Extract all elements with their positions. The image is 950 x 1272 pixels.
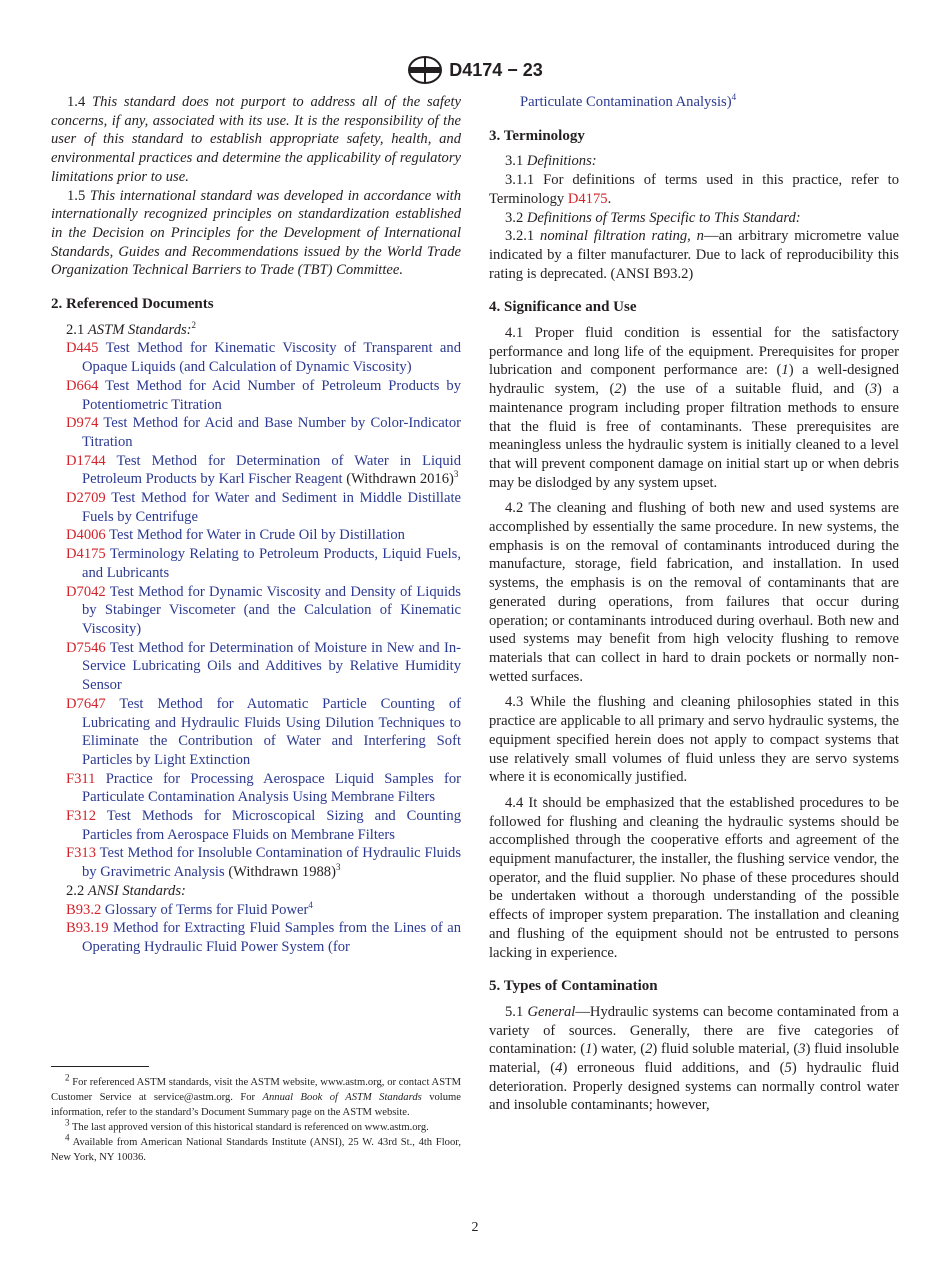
reference-title-link[interactable]: Method for Extracting Fluid Samples from the Lines of an Operating Hydraulic Fluid Power System (for bbox=[82, 920, 461, 955]
reference-code-link[interactable]: D4175 bbox=[66, 546, 106, 563]
reference-item bbox=[51, 639, 461, 695]
footnotes bbox=[51, 1072, 461, 1165]
footnote-mark: 4 bbox=[308, 899, 313, 910]
section-2-heading: 2. Referenced Documents bbox=[51, 296, 214, 313]
reference-item bbox=[51, 414, 461, 451]
astm-reference-list bbox=[51, 339, 461, 881]
section-5-heading: 5. Types of Contamination bbox=[489, 978, 658, 995]
reference-item bbox=[51, 526, 461, 545]
footnote-number: 4 bbox=[65, 1132, 70, 1143]
paragraph-3-2-1: 3.2.1 nominal filtration rating, n—an arbitrary micrometre value indicated by a filter manufacturer. Due to lack of reproducibility this rating is deprecated. (ANSI B93.2) bbox=[489, 228, 899, 282]
reference-title-link[interactable]: Test Method for Kinematic Viscosity of Transparent and Opaque Liquids (and Calculation of Dynamic Viscosity) bbox=[82, 340, 461, 376]
reference-code-link[interactable]: D445 bbox=[66, 340, 99, 357]
astm-logo-icon bbox=[407, 55, 443, 85]
left-column bbox=[51, 93, 461, 957]
reference-item bbox=[51, 583, 461, 639]
reference-item bbox=[51, 807, 461, 844]
reference-title-link[interactable]: Test Method for Automatic Particle Counting of Lubricating and Hydraulic Fluids Using Dilution Techniques to Eliminate the Contribution of Water and Interfering Soft Particles by Light Extinction bbox=[82, 695, 461, 768]
ansi-standards-label: 2.2 ANSI Standards: bbox=[66, 882, 186, 899]
reference-code-link[interactable]: D7647 bbox=[66, 695, 106, 712]
right-column bbox=[489, 93, 899, 1115]
footnote bbox=[51, 1117, 461, 1135]
reference-title-link[interactable]: Test Method for Water in Crude Oil by Distillation bbox=[105, 527, 405, 544]
reference-item bbox=[51, 919, 461, 956]
reference-item bbox=[51, 901, 461, 920]
paragraph-4-1: 4.1 Proper fluid condition is essential for the satisfactory performance and long life of the equipment. Prerequisites for proper lubrication and component performance are: (1) a well-designed hydraulic system, (2) the use of a suitable fluid, and (3) a maintenance program including proper filtration methods to ensure that the fluid is free of contaminants. These prerequisites are meaningless unless the hydraulic system is initially cleaned to a level that will prevent component damage on initial start up or when debris may be dislodged by any system upset. bbox=[489, 325, 900, 491]
reference-item bbox=[51, 695, 461, 770]
paragraph-1-5: 1.5 This international standard was developed in accordance with internationally recognized principles on standardization established in the Decision on Principles for the Development of International Standards, Guides and Recommendations issued by the World Trade Organization Technical Barriers to Trade (TBT) Committee. bbox=[51, 187, 462, 279]
reference-item bbox=[51, 844, 461, 881]
paragraph-3-1: 3.1 Definitions: bbox=[505, 153, 597, 170]
reference-item bbox=[51, 339, 461, 376]
reference-note: (Withdrawn 2016) bbox=[342, 471, 454, 488]
reference-title-link[interactable]: Test Method for Determination of Water in Liquid Petroleum Products by Karl Fischer Reagent bbox=[82, 452, 461, 488]
document-designation: D4174 − 23 bbox=[449, 59, 543, 80]
reference-code-link[interactable]: B93.19 bbox=[66, 920, 109, 937]
paragraph-4-4: 4.4 It should be emphasized that the established procedures to be followed for flushing and cleaning the hydraulic systems should be accomplished through the cooperative efforts and agreement of the equipment manufacturer, the installer, the flushing service vendor, the operator, and the fluid supplier. No phase of these procedures should be undertaken without a thorough understanding of the possible effects of improper system preparation. The installation and cleaning and flushing of the equipment should not be entrusted to persons lacking in experience. bbox=[489, 794, 899, 961]
footnote-text-end: volume information, refer to the standard’s Document Summary page on the ASTM website. bbox=[51, 1092, 461, 1118]
page-header bbox=[0, 55, 950, 90]
reference-title-link[interactable]: Test Methods for Microscopical Sizing and Counting Particles from Aerospace Fluids on Membrane Filters bbox=[82, 808, 461, 843]
footnote bbox=[51, 1132, 461, 1165]
reference-title-link[interactable]: Test Method for Acid and Base Number by Color-Indicator Titration bbox=[82, 415, 461, 450]
reference-item bbox=[51, 770, 461, 807]
reference-title-link[interactable]: Test Method for Water and Sediment in Middle Distillate Fuels by Centrifuge bbox=[82, 490, 461, 525]
reference-title-link[interactable]: Test Method for Insoluble Contamination of Hydraulic Fluids by Gravimetric Analysis bbox=[82, 845, 461, 881]
footnote-text: Available from American National Standards Institute (ANSI), 25 W. 43rd St., 4th Floor, New York, NY 10036. bbox=[51, 1137, 461, 1163]
reference-code-link[interactable]: D974 bbox=[66, 415, 99, 432]
ansi-reference-list bbox=[51, 901, 461, 957]
reference-item bbox=[51, 545, 461, 582]
footnote-number: 3 bbox=[65, 1117, 70, 1128]
footnote-text: The last approved version of this historical standard is referenced on www.astm.org. bbox=[69, 1122, 429, 1133]
paragraph-3-1-1: 3.1.1 For definitions of terms used in this practice, refer to Terminology D4175. bbox=[489, 172, 899, 207]
reference-continuation: Particulate Contamination Analysis)$^4$ bbox=[520, 92, 737, 110]
reference-code-link[interactable]: F312 bbox=[66, 808, 97, 825]
reference-title-link[interactable]: Test Method for Determination of Moisture in New and In-Service Lubricating Oils and Additives by Relative Humidity Sensor bbox=[82, 639, 461, 694]
reference-item bbox=[51, 452, 461, 489]
footnote-number: 2 bbox=[65, 1072, 70, 1083]
reference-code-link[interactable]: D664 bbox=[66, 377, 99, 394]
reference-title-link[interactable]: Test Method for Dynamic Viscosity and Density of Liquids by Stabinger Viscometer (and the Calculation of Kinematic Viscosity) bbox=[82, 583, 461, 637]
footnote bbox=[51, 1072, 461, 1120]
reference-code-link[interactable]: F313 bbox=[66, 845, 97, 862]
footnote-text: For referenced ASTM standards, visit the ASTM website, www.astm.org, or contact ASTM Customer Service at service@astm.org. For bbox=[51, 1077, 461, 1103]
section-3-heading: 3. Terminology bbox=[489, 127, 585, 144]
astm-standards-label: 2.1 ASTM Standards:$^2$ bbox=[66, 319, 197, 338]
reference-code-link[interactable]: D1744 bbox=[66, 452, 106, 469]
reference-item bbox=[51, 489, 461, 526]
paragraph-4-2: 4.2 The cleaning and flushing of both new and used systems are accomplished by essentially the same procedure. In new systems, the emphasis is on the removal of contaminants introduced during the manufacture, storage, field fabrication, and installation. In used systems, the emphasis is on the removal of contaminants that are generated during operations, from failures that occur during operation; or contaminants introduced during overhaul. Both new and used systems may benefit from high velocity flushing to remove materials that can collect in hard to drain pockets or normally non-wetted surfaces. bbox=[489, 500, 899, 685]
reference-title-link[interactable]: Practice for Processing Aerospace Liquid Samples for Particulate Contamination Analysis Using Membrane Filters bbox=[82, 770, 461, 806]
reference-code-link[interactable]: D7042 bbox=[66, 583, 106, 600]
reference-item bbox=[51, 377, 461, 414]
paragraph-4-3: 4.3 While the flushing and cleaning philosophies stated in this practice are applicable to all primary and servo hydraulic systems, the equipment specified herein does not apply to compact systems that use relatively small volumes of fluid unless they are servo systems where it is economically justified. bbox=[489, 694, 899, 786]
reference-code-link[interactable]: D7546 bbox=[66, 639, 106, 656]
footnote-italic: Annual Book of ASTM Standards bbox=[262, 1092, 422, 1103]
reference-title-link[interactable]: Glossary of Terms for Fluid Power bbox=[101, 901, 309, 918]
footnote-mark: 3 bbox=[453, 469, 459, 480]
reference-code-link[interactable]: D2709 bbox=[66, 490, 106, 507]
paragraph-3-2: 3.2 Definitions of Terms Specific to This Standard: bbox=[505, 209, 801, 226]
page-number: 2 bbox=[471, 1220, 479, 1235]
reference-code-link[interactable]: D4006 bbox=[66, 527, 106, 544]
reference-code-link[interactable]: F311 bbox=[66, 770, 96, 787]
section-4-heading: 4. Significance and Use bbox=[489, 299, 637, 316]
paragraph-1-4: 1.4 This standard does not purport to address all of the safety concerns, if any, associated with its use. It is the responsibility of the user of this standard to establish appropriate safety, health, and environmental practices and determine the applicability of regulatory limitations prior to use. bbox=[51, 94, 461, 185]
footnote-mark: 3 bbox=[335, 862, 341, 873]
footnote-divider bbox=[51, 1066, 149, 1067]
reference-title-link[interactable]: Test Method for Acid Number of Petroleum Products by Potentiometric Titration bbox=[82, 377, 461, 413]
d4175-link[interactable]: D4175 bbox=[567, 190, 608, 207]
reference-note: (Withdrawn 1988) bbox=[224, 864, 336, 881]
paragraph-5-1: 5.1 General—Hydraulic systems can become contaminated from a variety of sources. Generally, there are five categories of contamination: (1) water, (2) fluid soluble material, (3) fluid insoluble material, (4) erroneous fluid additions, and (5) hydraulic fluid deterioration. Properly designed systems can normally control water and insoluble contaminants; however, bbox=[489, 1003, 899, 1114]
reference-code-link[interactable]: B93.2 bbox=[66, 901, 102, 918]
reference-title-link[interactable]: Terminology Relating to Petroleum Products, Liquid Fuels, and Lubricants bbox=[82, 546, 461, 581]
